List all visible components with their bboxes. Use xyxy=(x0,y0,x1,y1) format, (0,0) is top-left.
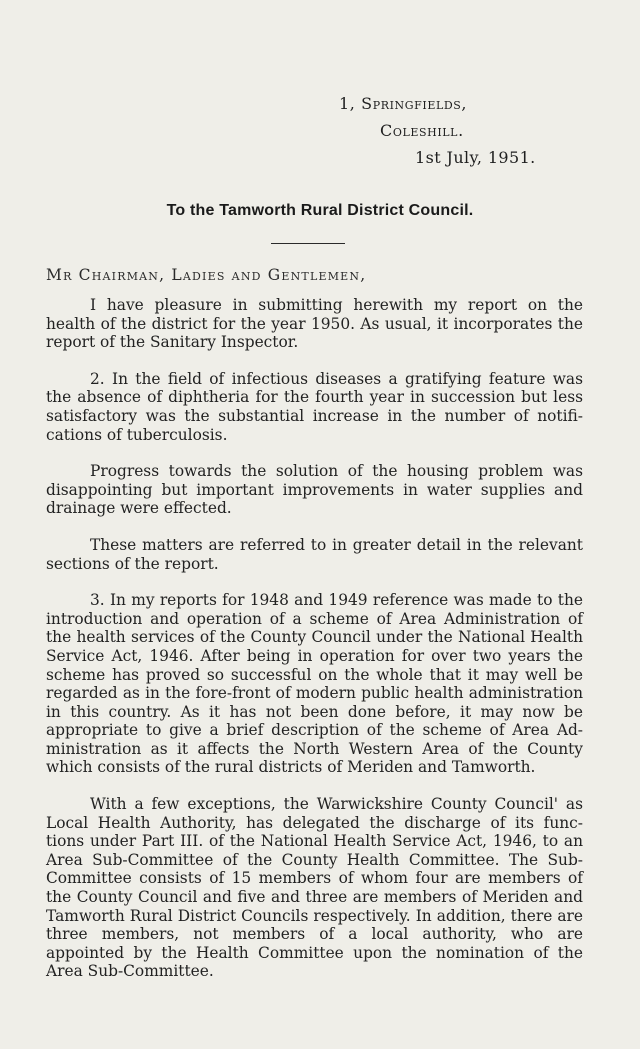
address-line-street: 1, Springfields, xyxy=(339,94,468,113)
paragraph-intro: I have pleasure in submitting herewith my report on the health of the district for the year 1950. As usual, it incorporates the report of the Sanitary Inspector. xyxy=(46,296,583,352)
salutation: Mr Chairman, Ladies and Gentlemen, xyxy=(46,266,367,284)
letter-date: 1st July, 1951. xyxy=(415,148,536,167)
address-line-town: Coleshill. xyxy=(380,121,464,140)
paragraph-details-reference: These matters are referred to in greater detail in the relevant sections of the report. xyxy=(46,535,583,573)
divider-rule xyxy=(271,243,345,244)
paragraph-infectious-diseases: 2. In the field of infectious diseases a gratifying feature was the absence of diphtheria for the fourth year in succession but less satisfactory was the substantial increase in the number of notifi- cations of tuberculosis. xyxy=(46,369,583,444)
paragraph-area-administration: 3. In my reports for 1948 and 1949 reference was made to the introduction and operation of a scheme of Area Administration of the health services of the County Council under the National Health Service Act, 1946. After being in operation for over two years the scheme has proved so successful on the whole that it may well be regarded as in the fore-front of modern public health administration in this country. As it has not been done before, it may now be appropriate to give a brief description of the scheme of Area Ad- ministration as it affects the North Western Area of the County which consists of the rural districts of Meriden and Tamworth. xyxy=(46,591,583,777)
paragraph-sub-committee: With a few exceptions, the Warwickshire County Council' as Local Health Authority, has delegated the discharge of its func- tions under Part III. of the National Health Service Act, 1946, to an Area Sub-Committee of the County Health Committee. The Sub-Committee consists of 15 members of whom four are members of the County Council and five and three are members of Meriden and Tamworth Rural District Councils respectively. In addition, there are three members, not members of a local authority, who are appointed by the Health Committee upon the nomination of the Area Sub-Committee. xyxy=(46,795,583,981)
paragraph-housing: Progress towards the solution of the housing problem was disappointing but important improvements in water supplies and drainage were effected. xyxy=(46,462,583,518)
addressee-heading: To the Tamworth Rural District Council. xyxy=(166,202,474,219)
letter-body xyxy=(46,296,583,981)
